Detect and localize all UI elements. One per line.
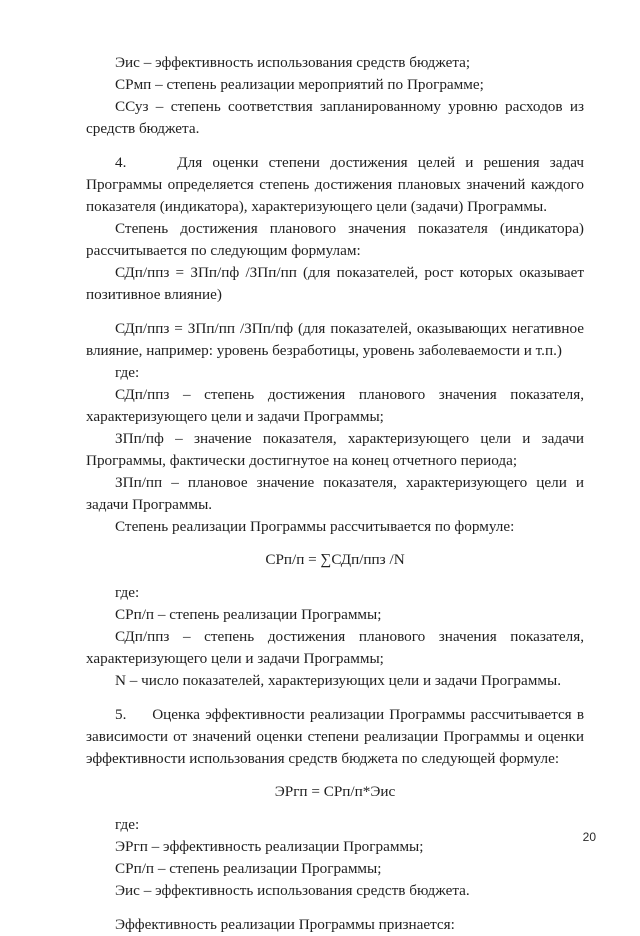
- paragraph-eis-definition-2: Эис – эффективность использования средств бюджета.: [115, 882, 470, 899]
- document-body: [86, 52, 584, 936]
- paragraph-srmp-definition: СРмп – степень реализации мероприятий по Программе;: [115, 76, 484, 93]
- paragraph-where-3: где:: [115, 816, 140, 833]
- formula-positive-impact: СДп/ппз = ЗПп/пф /ЗПп/пп (для показателей, рост которых оказывает позитивное влияние): [86, 264, 584, 303]
- paragraph-achievement-degree: Степень достижения планового значения показателя (индикатора) рассчитывается по следующим формулам:: [86, 220, 584, 259]
- formula-ergp: ЭРгп = СРп/п*Эис: [274, 783, 396, 800]
- paragraph-n-definition: N – число показателей, характеризующих цели и задачи Программы.: [115, 672, 561, 689]
- paragraph-eis-definition: Эис – эффективность использования средств бюджета;: [115, 54, 471, 71]
- formula-srpp: СРп/п = ∑СДп/ппз /N: [265, 551, 405, 568]
- paragraph-where-1: где:: [115, 364, 140, 381]
- paragraph-where-2: где:: [115, 584, 140, 601]
- paragraph-sdppz-definition-1: СДп/ппз – степень достижения планового значения показателя, характеризующего цели и задачи Программы;: [86, 386, 584, 425]
- paragraph-zpppp-definition: ЗПп/пп – плановое значение показателя, характеризующего цели и задачи Программы.: [86, 474, 584, 513]
- formula-negative-impact: СДп/ппз = ЗПп/пп /ЗПп/пф (для показателей, оказывающих негативное влияние, например: уровень безработицы, уровень заболеваемости и т.п.): [86, 320, 584, 359]
- paragraph-srpp-definition-1: СРп/п – степень реализации Программы;: [115, 606, 382, 623]
- paragraph-program-implementation-formula-intro: Степень реализации Программы рассчитывается по формуле:: [115, 518, 515, 535]
- paragraph-item-5: 5. Оценка эффективности реализации Программы рассчитывается в зависимости от значений оценки степени реализации Программы и оценки эффективности использования средств бюджета по следующей формуле:: [86, 706, 584, 767]
- paragraph-ergp-definition: ЭРгп – эффективность реализации Программы;: [115, 838, 424, 855]
- paragraph-ssuz-definition: ССуз – степень соответствия запланированному уровню расходов из средств бюджета.: [86, 98, 584, 137]
- paragraph-sdppz-definition-2: СДп/ппз – степень достижения планового значения показателя, характеризующего цели и задачи Программы;: [86, 628, 584, 667]
- page-number: 20: [582, 830, 596, 844]
- paragraph-srpp-definition-2: СРп/п – степень реализации Программы;: [115, 860, 382, 877]
- paragraph-zpppf-definition: ЗПп/пф – значение показателя, характеризующего цели и задачи Программы, фактически достигнутое на конец отчетного периода;: [86, 430, 584, 469]
- paragraph-item-4: 4. Для оценки степени достижения целей и решения задач Программы определяется степень достижения плановых значений каждого показателя (индикатора), характеризующего цели (задачи) Программы.: [86, 154, 584, 215]
- paragraph-efficiency-recognized: Эффективность реализации Программы признается:: [115, 916, 455, 933]
